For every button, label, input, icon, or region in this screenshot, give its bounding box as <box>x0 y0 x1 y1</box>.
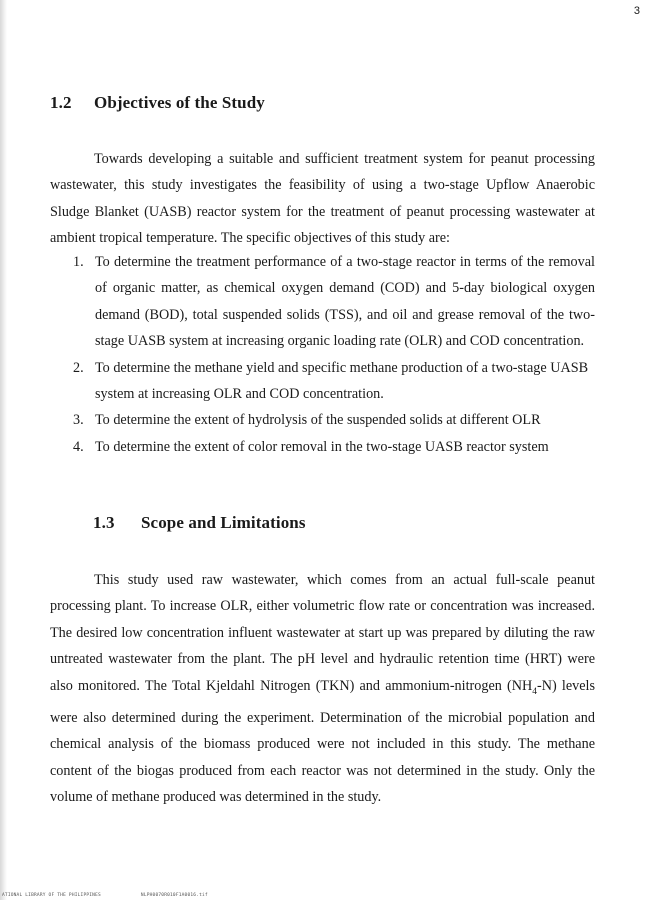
objective-item <box>50 249 595 355</box>
objective-item <box>50 407 595 433</box>
objectives-intro-paragraph: Towards developing a suitable and sufficient treatment system for peanut processing wastewater, this study investigates the feasibility of using a two-stage Upflow Anaerobic Sludge Blanket (UASB) reactor system for the treatment of peanut processing wastewater at ambient tropical temperature. The specific objectives of this study are: <box>50 151 595 247</box>
section-heading-scope <box>93 513 306 533</box>
scan-file-code: NLPH0070R010F1A0016.tif <box>140 893 208 898</box>
objective-text: To determine the methane yield and specific methane production of a two-stage UASB system at increasing OLR and COD concentration. <box>95 359 589 403</box>
section-number: 1.3 <box>93 513 115 532</box>
scope-text-part: This study used raw wastewater, which comes from an actual full-scale peanut processing plant. To increase OLR, either volumetric flow rate or concentration was increased. The desired low concentration influent wastewater at start up was prepared by diluting the raw untreated wastewater from the plant. The pH level and hydraulic retention time (HRT) were also monitored. The Total Kjeldahl Nitrogen (TKN) and ammonium-nitrogen (NH <box>50 572 595 694</box>
section-title: Scope and Limitations <box>141 513 306 532</box>
objective-item <box>50 434 595 460</box>
list-marker: 2. <box>73 359 84 376</box>
page-number: 3 <box>633 5 640 17</box>
objective-text: To determine the treatment performance of a two-stage reactor in terms of the removal of organic matter, as chemical oxygen demand (COD) and 5-day biological oxygen demand (BOD), total suspended solids (TSS), and oil and grease removal of the two-stage UASB system at increasing organic loading rate (OLR) and COD concentration. <box>95 254 595 350</box>
scope-paragraph <box>50 567 595 810</box>
list-marker: 1. <box>73 254 84 270</box>
library-stamp: ATIONAL LIBRARY OF THE PHILIPPINES <box>2 893 101 898</box>
section-title: Objectives of the Study <box>94 93 265 112</box>
objective-text: To determine the extent of color removal in the two-stage UASB reactor system <box>95 438 549 455</box>
objectives-list <box>50 249 595 460</box>
section-heading-objectives <box>50 93 265 113</box>
objective-item <box>50 355 595 408</box>
list-marker: 3. <box>73 412 84 429</box>
objective-text: To determine the extent of hydrolysis of the suspended solids at different OLR <box>95 412 541 429</box>
list-marker: 4. <box>73 438 84 455</box>
section-number: 1.2 <box>50 93 72 112</box>
scope-text-part: -N) levels were also determined during the experiment. Determination of the microbial population and chemical analysis of the biomass produced were not included in this study. The methane content of the biogas produced from each reactor was not determined in the study. Only the volume of methane produced was determined in the study. <box>50 677 595 806</box>
subscript: 4 <box>532 686 537 697</box>
scan-footer-stamp <box>2 893 208 898</box>
scan-edge-shadow <box>0 0 7 900</box>
